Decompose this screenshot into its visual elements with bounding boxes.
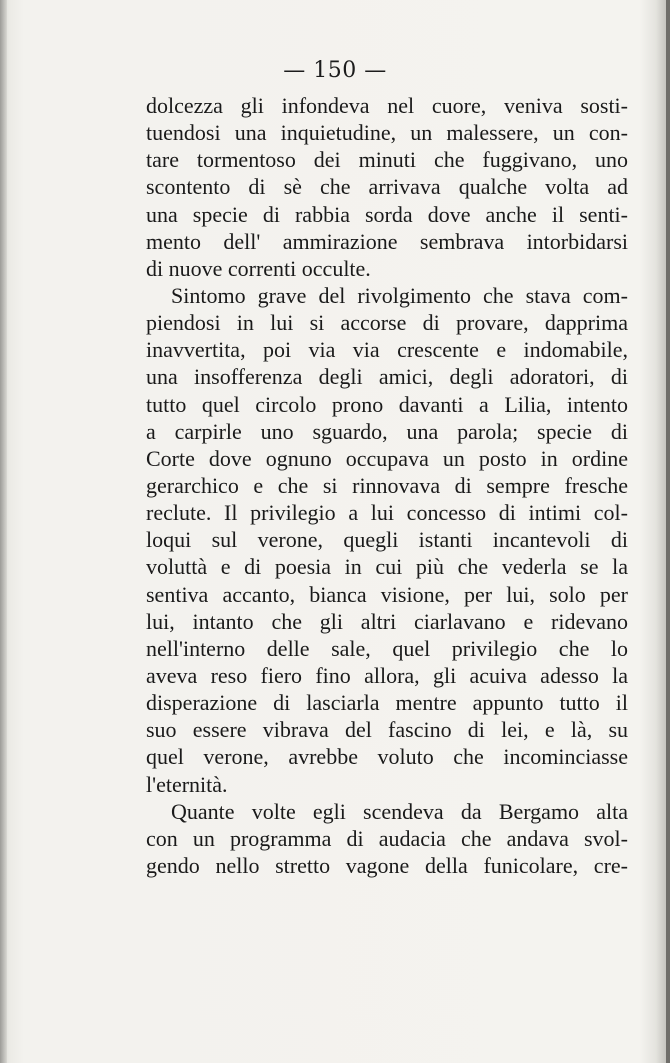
text-line: sentiva accanto, bianca visione, per lui, solo per — [146, 581, 628, 607]
text-line: dolcezza gli infondeva nel cuore, veniva sosti- — [146, 93, 628, 118]
text-line: piendosi in lui si accorse di provare, dapprima — [146, 310, 628, 336]
text-line: lui, intanto che gli altri ciarlavano e ridevano — [146, 608, 628, 634]
text-line: una specie di rabbia sorda dove anche il senti- — [146, 201, 628, 227]
text-line: tuendosi una inquietudine, un malessere, un con- — [146, 120, 628, 146]
text-line: Quante volte egli scendeva da Bergamo alta — [171, 798, 628, 824]
page-number: — 150 — — [283, 58, 387, 83]
text-line: reclute. Il privilegio a lui concesso di intimi col- — [146, 500, 628, 526]
text-line: tare tormentoso dei minuti che fuggivano, uno — [146, 147, 628, 173]
text-line: suo essere vibrava del fascino di lei, e là, su — [146, 717, 628, 743]
text-line: inavvertita, poi via via crescente e indomabile, — [146, 337, 628, 363]
text-line: aveva reso fiero fino allora, gli acuiva adesso la — [146, 662, 628, 688]
text-line: Corte dove ognuno occupava un posto in ordine — [146, 445, 628, 471]
text-line: disperazione di lasciarla mentre appunto tutto il — [146, 690, 628, 716]
page-gutter-shadow — [0, 0, 7, 1063]
text-line: loqui sul verone, quegli istanti incantevoli di — [146, 527, 628, 553]
text-line: Sintomo grave del rivolgimento che stava com- — [171, 282, 628, 308]
text-line: l'eternità. — [146, 771, 228, 797]
text-line: una insofferenza degli amici, degli adoratori, di — [146, 364, 628, 390]
text-line: mento dell' ammirazione sembrava intorbidarsi — [146, 228, 628, 254]
text-line: gendo nello stretto vagone della funicolare, cre- — [146, 852, 628, 878]
text-line: voluttà e di poesia in cui più che vederla se la — [146, 554, 628, 580]
text-line: di nuove correnti occulte. — [146, 255, 371, 281]
text-line: quel verone, avrebbe voluto che incominciasse — [146, 744, 628, 770]
text-line: a carpirle uno sguardo, una parola; specie di — [146, 418, 628, 444]
text-line: tutto quel circolo prono davanti a Lilia, intento — [146, 391, 628, 417]
text-line: gerarchico e che si rinnovava di sempre fresche — [146, 472, 628, 498]
text-line: scontento di sè che arrivava qualche volta ad — [146, 174, 628, 200]
page-edge — [666, 0, 670, 1063]
text-line: con un programma di audacia che andava svol- — [146, 825, 628, 851]
body-text — [146, 92, 628, 879]
text-line: nell'interno delle sale, quel privilegio che lo — [146, 635, 628, 661]
